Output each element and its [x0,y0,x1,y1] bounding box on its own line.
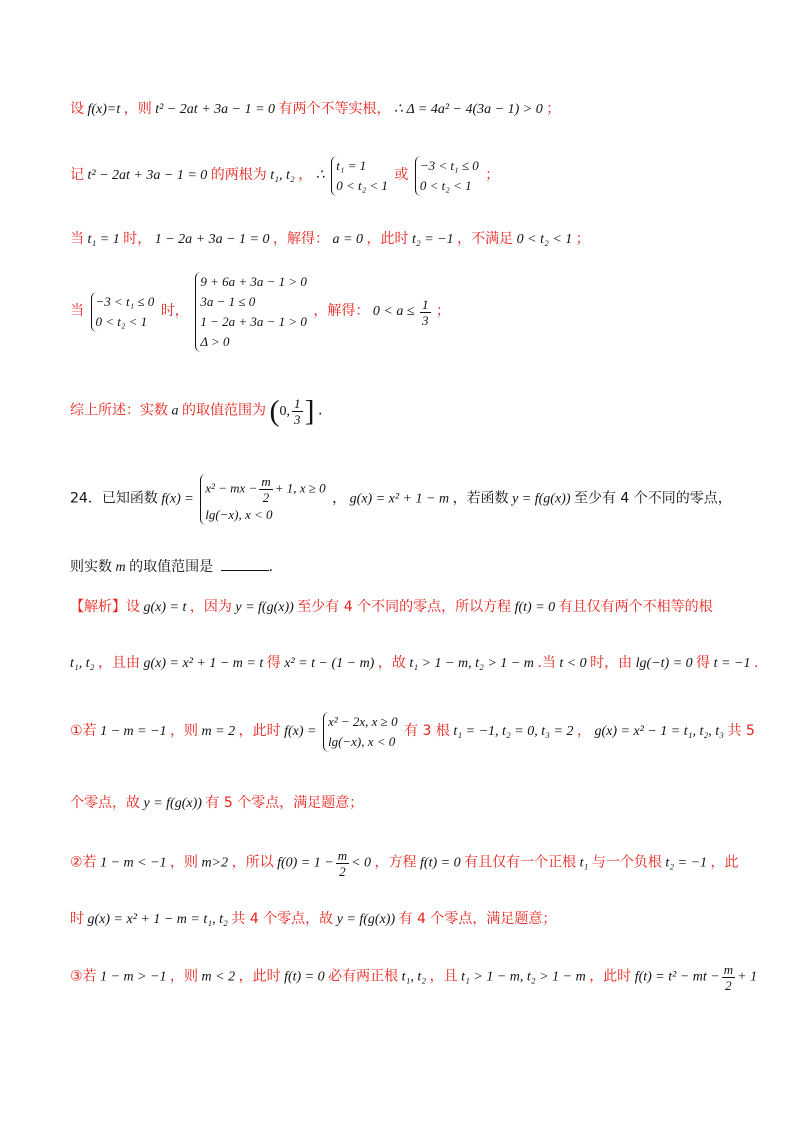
text: 得 [696,655,711,671]
text: 有 4 个零点，满足题意； [398,911,557,927]
system-row: 0 < t₂ < 1 [95,314,148,329]
formula: 1 − m < −1 [100,855,167,871]
formula: m = 2 [201,724,236,740]
formula: ∴ Δ = 4a² − 4(3a − 1) > 0 [394,102,543,117]
system-row: 3a − 1 ≤ 0 [200,294,256,309]
system-row: Δ > 0 [200,334,230,349]
text: 个零点，故 [70,795,140,811]
formula: t₂ = −1 [411,232,454,247]
formula: 1 − m = −1 [100,724,167,740]
formula: y = f(g(x)) [336,912,396,927]
text: ，因为 [189,599,232,615]
formula: g(x) = x² + 1 − m = t₁, t₂ [87,912,228,927]
formula: f(t) = 0 [284,969,325,985]
system-row: −3 < t₁ ≤ 0 [419,158,479,173]
formula: x² = t − (1 − m) [284,656,375,671]
denominator: 3 [294,412,301,427]
fraction [722,962,735,993]
formula: f(x) = [161,491,194,507]
text: 设 [70,101,84,117]
question-number: 24．已知函数 [70,490,158,507]
text: ， [576,723,591,740]
formula: m>2 [201,855,229,871]
text: 至少有 4 个不同的零点，所以方程 [297,599,512,615]
text: ，此时 [238,968,281,985]
text: .当 [537,655,556,671]
bracket-close: ] [304,394,315,428]
text: 时，由 [590,655,633,671]
piece-row [205,474,325,505]
text: ； [485,167,500,184]
equation-system [415,156,479,196]
text: 有且仅有一个正根 [464,854,577,871]
text: ，此时 [366,231,409,247]
text: 综上所述：实数 [70,402,168,419]
analysis-line-4 [70,792,740,815]
system-row: 1 − 2a + 3a − 1 > 0 [200,314,307,329]
text: 有两个不等实根， [278,101,391,117]
formula: < 0 [351,855,372,871]
formula: t = −1 [713,656,751,671]
fraction [292,396,303,427]
formula: g(x) = x² + 1 − m = t [143,656,264,671]
fraction [259,474,272,505]
text: . [753,655,759,671]
text: 的取值范围为 [182,402,266,419]
piecewise-function [323,712,398,752]
analysis-line-3 [70,712,755,752]
text: ，且 [429,968,458,985]
system-row: 9 + 6a + 3a − 1 > 0 [200,274,307,289]
system-row: 0 < t₂ < 1 [336,178,388,193]
formula: 0 < t₂ < 1 [516,232,573,247]
text: 时， [123,231,152,247]
formula: t₁, t₂ [401,969,427,985]
text: 至少有 4 个不同的零点， [573,490,732,507]
text: 时 [70,911,84,927]
equation-system [331,156,388,196]
text: ，则 [170,854,199,871]
formula: y = f(g(x)) [512,491,571,507]
formula: y = f(g(x)) [235,600,294,615]
numerator: m [723,962,734,977]
numerator: m [337,848,348,863]
formula: 1 − m > −1 [100,969,167,985]
text: 有且仅有两个不相等的根 [558,599,713,615]
formula: 1 − 2a + 3a − 1 = 0 [154,232,270,247]
text: ； [575,231,590,247]
formula: 0 < a ≤ [372,304,415,320]
formula: m < 2 [201,969,236,985]
formula: t₂ = −1 [665,855,708,871]
denominator: 2 [339,864,346,879]
numerator: 1 [294,396,301,411]
text: ，此时 [238,723,281,740]
formula: t₁ = 1 [87,232,120,247]
equation-system [91,292,155,332]
text: ，故 [377,655,406,671]
text: ； [436,303,451,320]
text: 则实数 [70,559,112,575]
inequality-system [195,272,307,352]
text: ，方程 [374,854,417,871]
formula: t₁, t₂ [270,168,295,184]
text: 记 [70,167,84,184]
formula: a = 0 [332,232,363,247]
text: ，解得： [273,231,330,247]
text: ，此 [710,854,739,871]
solution-line-2 [70,156,740,196]
solution-line-1 [70,98,740,121]
solution-line-4 [70,272,740,352]
formula: ∴ [315,168,325,184]
denominator: 3 [422,312,429,328]
formula: lg(−t) = 0 [635,656,693,671]
analysis-line-6 [70,908,740,931]
formula: f(t) = 0 [420,855,461,871]
denominator: 2 [262,490,270,505]
text: 的两根为 [210,167,267,184]
text: 必有两正根 [328,968,399,985]
text: ，不满足 [457,231,514,247]
text: 有 3 根 [404,723,450,740]
denominator: 2 [725,978,732,993]
analysis-label: 【解析】 [70,599,126,615]
piece-row: lg(−x), x < 0 [327,734,396,749]
text: 当 [70,303,84,320]
question-24-line-2 [70,556,740,579]
text: ，所以 [231,854,274,871]
formula: f(x)=t [87,102,121,117]
text: 时， [160,303,189,320]
formula: t₁ [579,855,589,871]
piecewise-function [200,474,325,525]
formula: t² − 2at + 3a − 1 = 0 [155,102,276,117]
text: ； [546,101,561,117]
text: ，若函数 [452,490,509,507]
text: ，则 [170,723,199,740]
solution-line-5 [70,396,740,427]
text: 设 [126,599,140,615]
text: ，且由 [98,655,141,671]
text: 共 4 个零点，故 [231,911,334,927]
piece-part: + 1, x ≥ 0 [274,480,326,496]
text: 当 [70,231,84,247]
text: ，则 [170,968,199,985]
text: ， [298,167,313,184]
formula: y = f(g(x)) [143,796,202,811]
analysis-line-1 [70,596,740,619]
text: ， [332,490,347,507]
numerator: m [261,474,271,489]
system-row: −3 < t₁ ≤ 0 [95,294,155,309]
text: 的取值范围是 [129,559,214,575]
piece-row: x² − 2x, x ≥ 0 [327,714,398,729]
text: ，此时 [589,968,632,985]
formula: t < 0 [559,656,587,671]
formula: a [171,403,179,419]
text: ，解得： [313,303,370,320]
fraction [336,848,349,879]
solution-line-3 [70,228,740,251]
formula: g(x) = t [143,600,187,615]
formula: t₁ > 1 − m, t₂ > 1 − m [461,969,586,985]
formula: f(t) = t² − mt − [634,969,720,985]
text: ①若 [70,723,97,740]
interval: 0, [279,403,290,419]
text: 共 5 [727,723,755,740]
text: 与一个负根 [591,854,662,871]
question-24 [70,474,740,525]
text: ，则 [123,101,152,117]
system-row: 0 < t₂ < 1 [419,178,472,193]
formula: f(t) = 0 [514,600,556,615]
analysis-line-7 [70,962,758,993]
piece-row: lg(−x), x < 0 [205,507,273,522]
piece-part: x² − mx − [205,480,258,496]
text: . [268,559,274,575]
analysis-line-5 [70,848,740,879]
formula: f(x) = [284,724,317,740]
formula: + 1 [737,969,758,985]
text: ②若 [70,854,97,871]
system-row: t₁ = 1 [336,158,367,173]
formula: g(x) = x² + 1 − m [349,491,450,507]
text: ③若 [70,968,97,985]
formula: t₁ > 1 − m, t₂ > 1 − m [409,656,534,671]
fraction [420,297,431,328]
text: 或 [394,167,409,184]
text: 有 5 个零点，满足题意； [205,795,364,811]
answer-blank [221,556,269,571]
text: 得 [266,655,281,671]
formula: m [115,560,126,575]
formula: t² − 2at + 3a − 1 = 0 [87,168,208,184]
formula: t₁, t₂ [70,656,95,671]
formula: g(x) = x² − 1 = t₁, t₂, t₃ [594,724,725,740]
analysis-line-2 [70,652,759,675]
formula: t₁ = −1, t₂ = 0, t₃ = 2 [453,724,574,740]
text: . [318,402,323,419]
numerator: 1 [422,296,429,312]
paren-open: ( [269,394,280,428]
formula: f(0) = 1 − [277,855,334,871]
